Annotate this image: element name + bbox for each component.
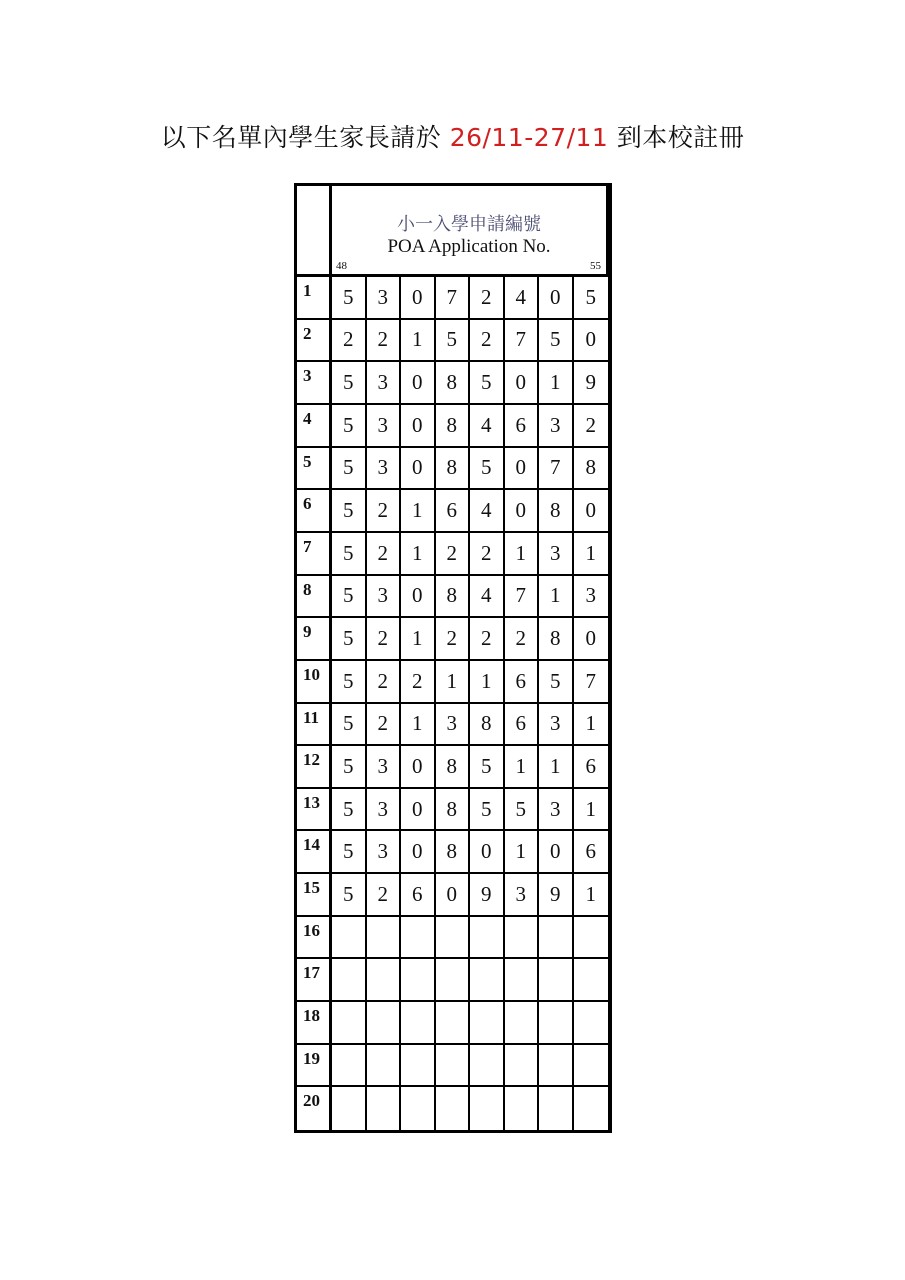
digit-cell: 5 xyxy=(332,533,367,576)
digit-cell: 6 xyxy=(436,490,471,533)
digit-cell: 8 xyxy=(436,405,471,448)
digit-cell: 2 xyxy=(436,533,471,576)
row-number: 2 xyxy=(297,320,332,363)
digit-cell: 5 xyxy=(470,362,505,405)
digit-cell: 3 xyxy=(574,576,609,619)
digit-cell xyxy=(401,1087,436,1130)
digit-cell: 2 xyxy=(367,618,402,661)
digit-cell: 9 xyxy=(539,874,574,917)
digit-cell: 2 xyxy=(367,533,402,576)
digit-cell: 7 xyxy=(436,277,471,320)
digit-cell: 7 xyxy=(505,320,540,363)
digit-cell: 5 xyxy=(539,320,574,363)
digit-cell: 1 xyxy=(574,789,609,832)
digit-cell xyxy=(470,959,505,1002)
digit-cell: 8 xyxy=(539,618,574,661)
digit-cell: 1 xyxy=(539,746,574,789)
digit-cell: 1 xyxy=(470,661,505,704)
row-number: 18 xyxy=(297,1002,332,1045)
digit-cell xyxy=(436,1002,471,1045)
digit-cell xyxy=(574,1087,609,1130)
digit-cell: 3 xyxy=(539,704,574,747)
digit-cell: 0 xyxy=(539,831,574,874)
row-number: 12 xyxy=(297,746,332,789)
digit-cell: 2 xyxy=(436,618,471,661)
digit-cell: 5 xyxy=(574,277,609,320)
row-number: 8 xyxy=(297,576,332,619)
digit-cell: 0 xyxy=(539,277,574,320)
digit-cell: 1 xyxy=(401,490,436,533)
digit-cell: 5 xyxy=(332,362,367,405)
digit-cell: 9 xyxy=(574,362,609,405)
digit-cell: 2 xyxy=(574,405,609,448)
digit-cell: 0 xyxy=(574,618,609,661)
digit-cell: 5 xyxy=(332,831,367,874)
digit-cell: 0 xyxy=(436,874,471,917)
digit-cell: 4 xyxy=(505,277,540,320)
digit-cell: 5 xyxy=(332,576,367,619)
digit-cell: 2 xyxy=(367,320,402,363)
digit-cell xyxy=(539,1002,574,1045)
digit-cell: 8 xyxy=(436,789,471,832)
digit-cell xyxy=(470,1002,505,1045)
digit-cell: 0 xyxy=(401,576,436,619)
digit-cell: 5 xyxy=(470,746,505,789)
digit-cell: 0 xyxy=(574,320,609,363)
digit-cell: 5 xyxy=(539,661,574,704)
digit-cell: 5 xyxy=(332,746,367,789)
row-number: 14 xyxy=(297,831,332,874)
digit-cell xyxy=(332,1002,367,1045)
digit-cell: 0 xyxy=(505,490,540,533)
digit-cell xyxy=(367,1087,402,1130)
digit-cell xyxy=(367,959,402,1002)
digit-cell: 5 xyxy=(470,789,505,832)
row-number: 15 xyxy=(297,874,332,917)
notice-text-before: 以下名單內學生家長請於 xyxy=(160,123,442,152)
digit-cell: 0 xyxy=(505,362,540,405)
digit-cell xyxy=(367,1045,402,1088)
row-number: 13 xyxy=(297,789,332,832)
digit-cell: 5 xyxy=(436,320,471,363)
header-title-english: POA Application No. xyxy=(387,236,551,257)
digit-cell xyxy=(574,1002,609,1045)
digit-cell: 3 xyxy=(367,746,402,789)
header-col-start-label: 48 xyxy=(336,260,347,272)
digit-cell: 2 xyxy=(470,320,505,363)
digit-cell: 0 xyxy=(401,277,436,320)
digit-cell xyxy=(574,1045,609,1088)
notice-date-range: 26/11-27/11 xyxy=(449,123,609,152)
header-col-end-label: 55 xyxy=(590,260,601,272)
digit-cell: 8 xyxy=(574,448,609,491)
digit-cell: 1 xyxy=(401,618,436,661)
digit-cell: 5 xyxy=(332,405,367,448)
digit-cell xyxy=(332,1087,367,1130)
digit-cell xyxy=(470,1087,505,1130)
digit-cell: 0 xyxy=(401,362,436,405)
digit-cell: 3 xyxy=(367,789,402,832)
digit-cell xyxy=(505,1045,540,1088)
digit-cell xyxy=(505,1002,540,1045)
digit-cell xyxy=(539,1045,574,1088)
digit-cell: 1 xyxy=(539,362,574,405)
digit-cell: 2 xyxy=(332,320,367,363)
digit-cell: 7 xyxy=(539,448,574,491)
row-number: 3 xyxy=(297,362,332,405)
digit-cell: 0 xyxy=(574,490,609,533)
digit-cell: 6 xyxy=(574,831,609,874)
digit-cell xyxy=(401,1045,436,1088)
digit-cell: 9 xyxy=(470,874,505,917)
digit-cell: 7 xyxy=(505,576,540,619)
digit-cell: 3 xyxy=(539,405,574,448)
digit-cell: 8 xyxy=(539,490,574,533)
digit-cell xyxy=(539,1087,574,1130)
row-number: 6 xyxy=(297,490,332,533)
digit-cell: 2 xyxy=(401,661,436,704)
row-number: 11 xyxy=(297,704,332,747)
digit-cell xyxy=(332,1045,367,1088)
digit-cell: 0 xyxy=(401,448,436,491)
digit-cell: 2 xyxy=(367,490,402,533)
digit-cell: 3 xyxy=(367,448,402,491)
digit-cell xyxy=(574,959,609,1002)
digit-cell xyxy=(505,959,540,1002)
digit-cell: 1 xyxy=(574,704,609,747)
digit-cell: 4 xyxy=(470,405,505,448)
digit-cell: 0 xyxy=(401,831,436,874)
digit-cell xyxy=(367,917,402,960)
digit-cell xyxy=(401,1002,436,1045)
digit-cell: 5 xyxy=(332,490,367,533)
digit-cell xyxy=(436,1087,471,1130)
digit-cell: 1 xyxy=(505,533,540,576)
digit-cell: 7 xyxy=(574,661,609,704)
row-number: 19 xyxy=(297,1045,332,1088)
digit-cell xyxy=(436,1045,471,1088)
digit-cell: 0 xyxy=(505,448,540,491)
digit-cell: 2 xyxy=(470,533,505,576)
digit-cell: 2 xyxy=(367,661,402,704)
digit-cell: 8 xyxy=(436,831,471,874)
digit-cell xyxy=(539,917,574,960)
application-number-table xyxy=(294,183,612,1133)
digit-cell: 5 xyxy=(332,661,367,704)
digit-cell: 3 xyxy=(436,704,471,747)
digit-cell: 6 xyxy=(401,874,436,917)
digit-cell xyxy=(401,917,436,960)
row-number: 5 xyxy=(297,448,332,491)
digit-cell: 5 xyxy=(470,448,505,491)
digit-cell: 1 xyxy=(505,746,540,789)
row-number: 7 xyxy=(297,533,332,576)
digit-cell: 8 xyxy=(436,448,471,491)
digit-cell xyxy=(539,959,574,1002)
digit-cell: 8 xyxy=(436,362,471,405)
row-number: 9 xyxy=(297,618,332,661)
digit-cell: 2 xyxy=(470,277,505,320)
digit-cell: 3 xyxy=(367,362,402,405)
digit-cell: 1 xyxy=(401,533,436,576)
digit-cell: 1 xyxy=(574,874,609,917)
digit-cell: 3 xyxy=(505,874,540,917)
digit-cell: 0 xyxy=(401,746,436,789)
digit-cell xyxy=(332,917,367,960)
digit-cell: 1 xyxy=(539,576,574,619)
digit-cell: 6 xyxy=(574,746,609,789)
digit-cell: 8 xyxy=(470,704,505,747)
digit-cell: 5 xyxy=(332,874,367,917)
digit-cell: 5 xyxy=(332,789,367,832)
digit-cell: 1 xyxy=(436,661,471,704)
header-title-chinese: 小一入學申請編號 xyxy=(397,214,541,235)
digit-cell xyxy=(470,1045,505,1088)
digit-cell: 5 xyxy=(332,618,367,661)
digit-cell xyxy=(367,1002,402,1045)
digit-cell: 5 xyxy=(332,277,367,320)
digit-cell: 3 xyxy=(367,831,402,874)
row-number: 16 xyxy=(297,917,332,960)
digit-cell: 2 xyxy=(367,874,402,917)
digit-cell: 4 xyxy=(470,576,505,619)
digit-cell: 6 xyxy=(505,405,540,448)
digit-cell: 1 xyxy=(574,533,609,576)
digit-cell xyxy=(401,959,436,1002)
digit-cell xyxy=(436,917,471,960)
digit-cell xyxy=(574,917,609,960)
digit-cell xyxy=(436,959,471,1002)
digit-cell xyxy=(505,917,540,960)
digit-cell: 1 xyxy=(401,704,436,747)
digit-cell: 8 xyxy=(436,576,471,619)
digit-cell: 1 xyxy=(401,320,436,363)
digit-cell: 3 xyxy=(539,789,574,832)
row-number: 4 xyxy=(297,405,332,448)
digit-cell: 0 xyxy=(401,789,436,832)
row-number: 20 xyxy=(297,1087,332,1130)
notice-text-after: 到本校註冊 xyxy=(616,123,745,152)
digit-cell: 6 xyxy=(505,661,540,704)
row-number: 17 xyxy=(297,959,332,1002)
digit-cell: 2 xyxy=(505,618,540,661)
digit-cell: 3 xyxy=(367,277,402,320)
digit-cell: 2 xyxy=(367,704,402,747)
digit-cell: 6 xyxy=(505,704,540,747)
digit-cell xyxy=(470,917,505,960)
digit-cell: 0 xyxy=(401,405,436,448)
header-corner-cell xyxy=(297,186,332,277)
digit-cell: 5 xyxy=(332,704,367,747)
digit-cell: 2 xyxy=(470,618,505,661)
digit-cell: 5 xyxy=(332,448,367,491)
registration-notice xyxy=(0,118,905,154)
digit-cell xyxy=(332,959,367,1002)
row-number: 10 xyxy=(297,661,332,704)
digit-cell: 8 xyxy=(436,746,471,789)
digit-cell xyxy=(505,1087,540,1130)
digit-cell: 1 xyxy=(505,831,540,874)
row-number: 1 xyxy=(297,277,332,320)
digit-cell: 3 xyxy=(539,533,574,576)
digit-cell: 4 xyxy=(470,490,505,533)
digit-cell: 5 xyxy=(505,789,540,832)
table-header xyxy=(332,186,608,277)
digit-cell: 3 xyxy=(367,405,402,448)
digit-cell: 0 xyxy=(470,831,505,874)
digit-cell: 3 xyxy=(367,576,402,619)
